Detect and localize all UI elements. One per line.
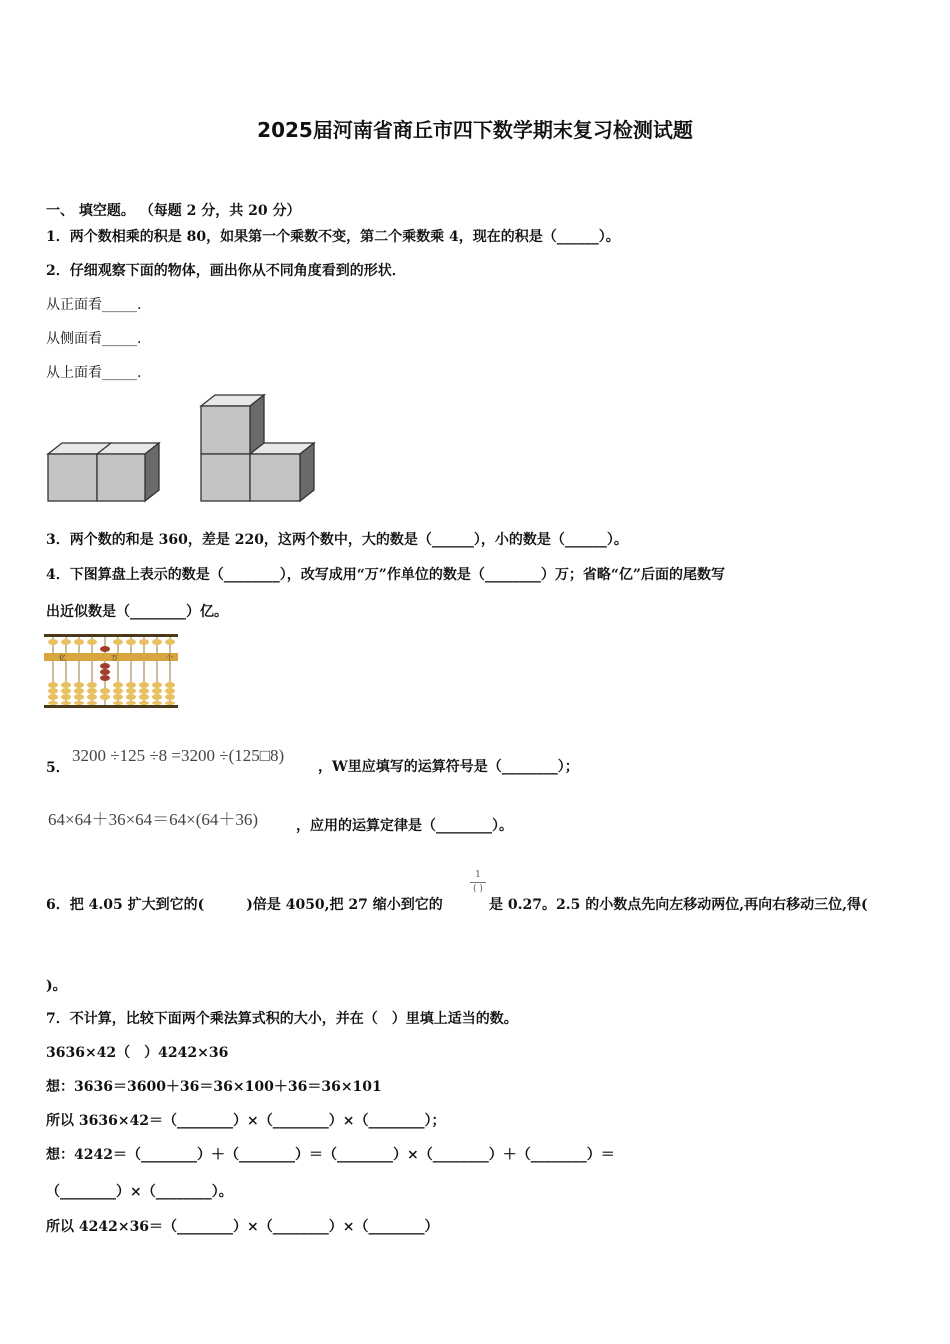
q6-fraction-denominator: ( ) bbox=[473, 884, 483, 894]
q2-top-view: 从上面看_____. bbox=[46, 365, 142, 381]
q2-side-view: 从侧面看_____. bbox=[46, 331, 142, 347]
question-2: 2．仔细观察下面的物体，画出你从不同角度看到的形状． bbox=[46, 263, 406, 279]
question-7: 7．不计算，比较下面两个乘法算式积的大小，并在（ ）里填上适当的数。 bbox=[46, 1011, 518, 1027]
abacus-label-ge: 个 bbox=[166, 654, 173, 662]
q6-fraction-numerator: 1 bbox=[475, 870, 481, 880]
q5-text-2: ，应用的运算定律是（________）。 bbox=[296, 818, 513, 834]
q7-think-2: 想：4242＝（________）＋（________）＝（________）×（________）＋（________）＝ bbox=[46, 1147, 615, 1163]
question-5-number: 5． bbox=[46, 760, 70, 776]
q7-so-1: 所以 3636×42＝（________）×（________）×（________）； bbox=[46, 1113, 446, 1129]
q5-formula-1: 3200 ÷125 ÷8 =3200 ÷(125□8) bbox=[72, 746, 285, 765]
abacus-label-wan: 万 bbox=[111, 654, 118, 662]
q6-fraction bbox=[468, 870, 488, 895]
q7-think-1: 想：3636＝3600＋36＝36×100＋36＝36×101 bbox=[46, 1079, 382, 1095]
q7-think-2b: （________）×（________）。 bbox=[46, 1184, 233, 1200]
question-3: 3．两个数的和是 360，差是 220，这两个数中，大的数是（______），小的数是（______）。 bbox=[46, 532, 628, 548]
abacus-label-yi: 亿 bbox=[59, 654, 66, 662]
page-title: 2025届河南省商丘市四下数学期末复习检测试题 bbox=[257, 118, 693, 142]
question-4-line2: 出近似数是（________）亿。 bbox=[46, 604, 228, 620]
question-6-part1: 6．把 4.05 扩大到它的( )倍是 4050,把 27 缩小到它的 bbox=[46, 897, 443, 913]
question-6-part2: 是 0.27。2.5 的小数点先向左移动两位,再向右移动三位,得( bbox=[489, 897, 868, 913]
question-6-line2: )。 bbox=[46, 978, 67, 994]
q5-text-1: ，W里应填写的运算符号是（________）； bbox=[318, 759, 579, 775]
section-heading: 一、 填空题。 （每题 2 分，共 20 分） bbox=[46, 203, 301, 219]
cube-figure-left bbox=[44, 440, 166, 506]
q7-so-2: 所以 4242×36＝（________）×（________）×（________） bbox=[46, 1219, 439, 1235]
cube-figure-right bbox=[196, 393, 320, 506]
q2-front-view: 从正面看_____. bbox=[46, 297, 142, 313]
q7-compare: 3636×42（ ）4242×36 bbox=[46, 1045, 229, 1061]
q5-formula-2: 64×64＋36×64＝64×(64＋36) bbox=[48, 810, 259, 829]
abacus-image bbox=[44, 633, 180, 709]
question-1: 1．两个数相乘的积是 80，如果第一个乘数不变，第二个乘数乘 4，现在的积是（______）。 bbox=[46, 229, 620, 245]
question-4-line1: 4．下图算盘上表示的数是（________），改写成用“万”作单位的数是（________）万；省略“亿”后面的尾数写 bbox=[46, 567, 725, 583]
